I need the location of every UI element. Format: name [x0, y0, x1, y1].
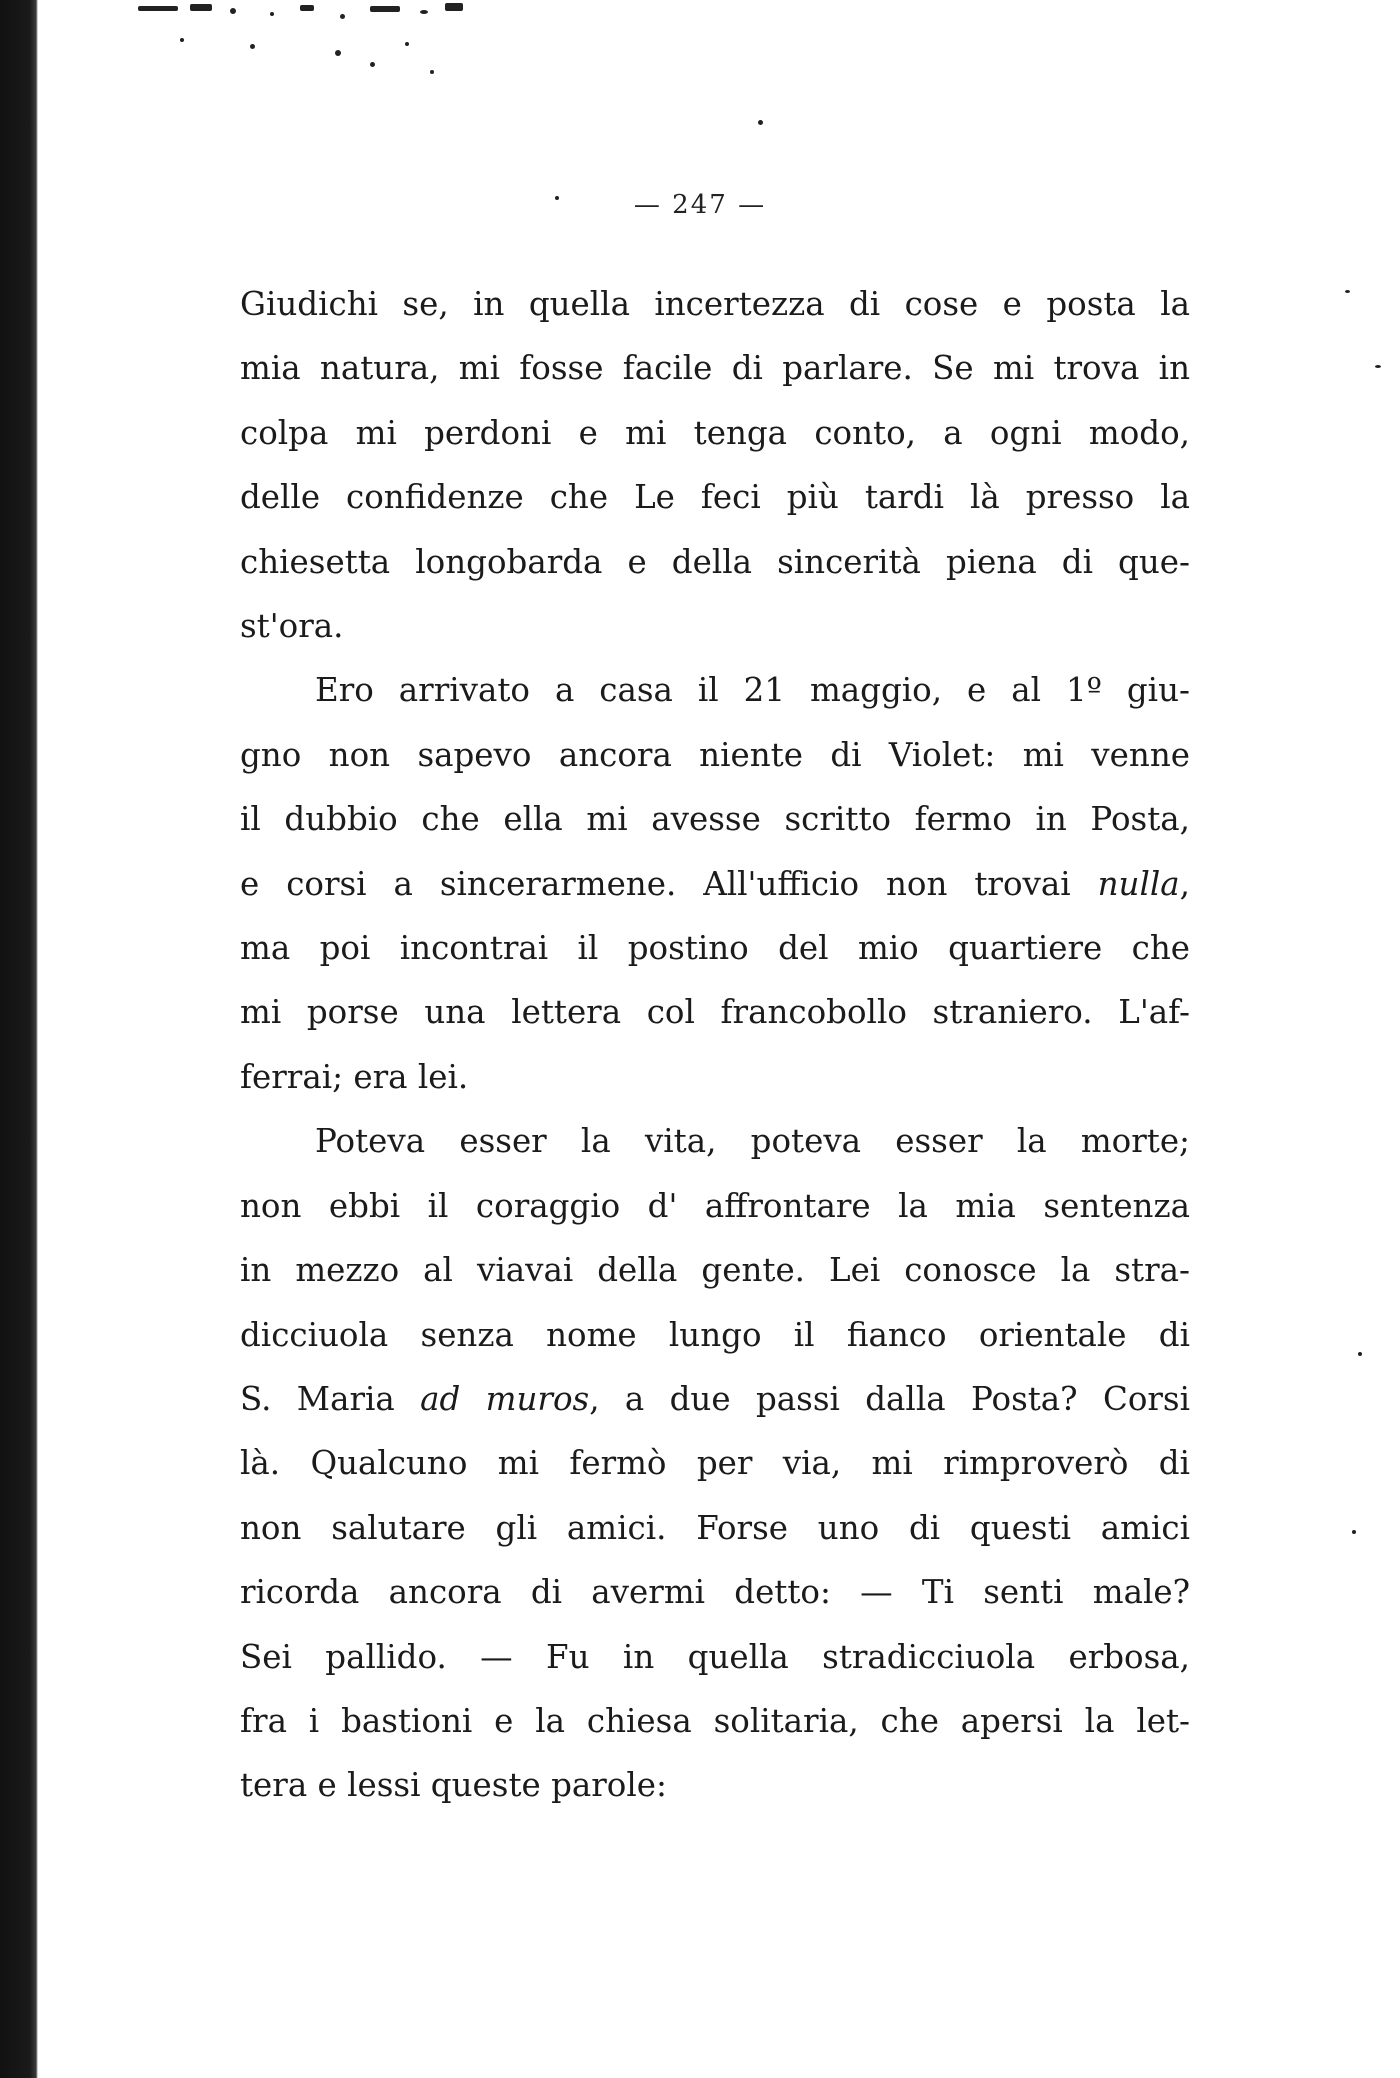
paragraph-3	[240, 1109, 1190, 1817]
line-text-segment: e corsi a sincerarmene. All'ufficio non trovai	[240, 864, 1098, 903]
italic-phrase: ad muros	[420, 1379, 590, 1418]
scan-speck	[1352, 1530, 1356, 1534]
paragraph-2	[240, 658, 1190, 1109]
line-text-segment: S. Maria	[240, 1379, 421, 1418]
text-line-with-italic	[240, 852, 1190, 916]
text-line: mi porse una lettera col francobollo straniero. L'af-	[240, 993, 1190, 1032]
line-text-segment: , a due passi dalla Posta? Corsi	[589, 1379, 1191, 1418]
text-line: Giudichi se, in quella incertezza di cose e posta la	[240, 285, 1190, 323]
text-line: ricorda ancora di avermi detto: — Ti senti male?	[240, 1573, 1190, 1612]
text-line: Poteva esser la vita, poteva esser la morte;	[315, 1122, 1190, 1161]
text-line: ferrai; era lei.	[240, 1057, 469, 1096]
scan-speck	[1375, 365, 1381, 368]
text-line: st'ora.	[240, 607, 344, 646]
text-line: là. Qualcuno mi fermò per via, mi rimproverò di	[240, 1444, 1190, 1483]
text-line: tera e lessi queste parole:	[240, 1766, 667, 1805]
text-line: non salutare gli amici. Forse uno di questi amici	[240, 1508, 1190, 1547]
paragraph-1	[240, 272, 1190, 658]
body-text	[240, 272, 1190, 1818]
text-line: gno non sapevo ancora niente di Violet: mi venne	[240, 735, 1190, 774]
text-line: ma poi incontrai il postino del mio quartiere che	[240, 929, 1190, 968]
text-line: in mezzo al viavai della gente. Lei conosce la stra-	[240, 1251, 1190, 1290]
scan-noise	[130, 0, 630, 90]
page-number: — 247 —	[633, 190, 767, 220]
scan-speck	[1345, 290, 1350, 293]
text-line: Ero arrivato a casa il 21 maggio, e al 1º giu-	[315, 671, 1190, 710]
scan-speck	[1358, 1352, 1362, 1356]
text-line: non ebbi il coraggio d' affrontare la mia sentenza	[240, 1186, 1190, 1225]
text-line: chiesetta longobarda e della sincerità piena di que-	[240, 542, 1190, 581]
text-line-with-italic	[240, 1367, 1190, 1431]
text-line: il dubbio che ella mi avesse scritto fermo in Posta,	[240, 800, 1190, 839]
text-line: Sei pallido. — Fu in quella stradicciuola erbosa,	[240, 1637, 1190, 1676]
line-text-segment: ,	[1179, 864, 1190, 903]
scan-speck	[758, 120, 763, 125]
text-line: fra i bastioni e la chiesa solitaria, che apersi la let-	[240, 1701, 1190, 1740]
text-line: dicciuola senza nome lungo il fianco orientale di	[240, 1315, 1190, 1354]
text-line: mia natura, mi fosse facile di parlare. Se mi trova in	[240, 349, 1190, 388]
text-line: delle confidenze che Le feci più tardi là presso la	[240, 478, 1190, 517]
book-spine-shadow	[0, 0, 38, 2078]
italic-phrase: nulla	[1097, 864, 1180, 903]
text-line: colpa mi perdoni e mi tenga conto, a ogni modo,	[240, 413, 1190, 452]
